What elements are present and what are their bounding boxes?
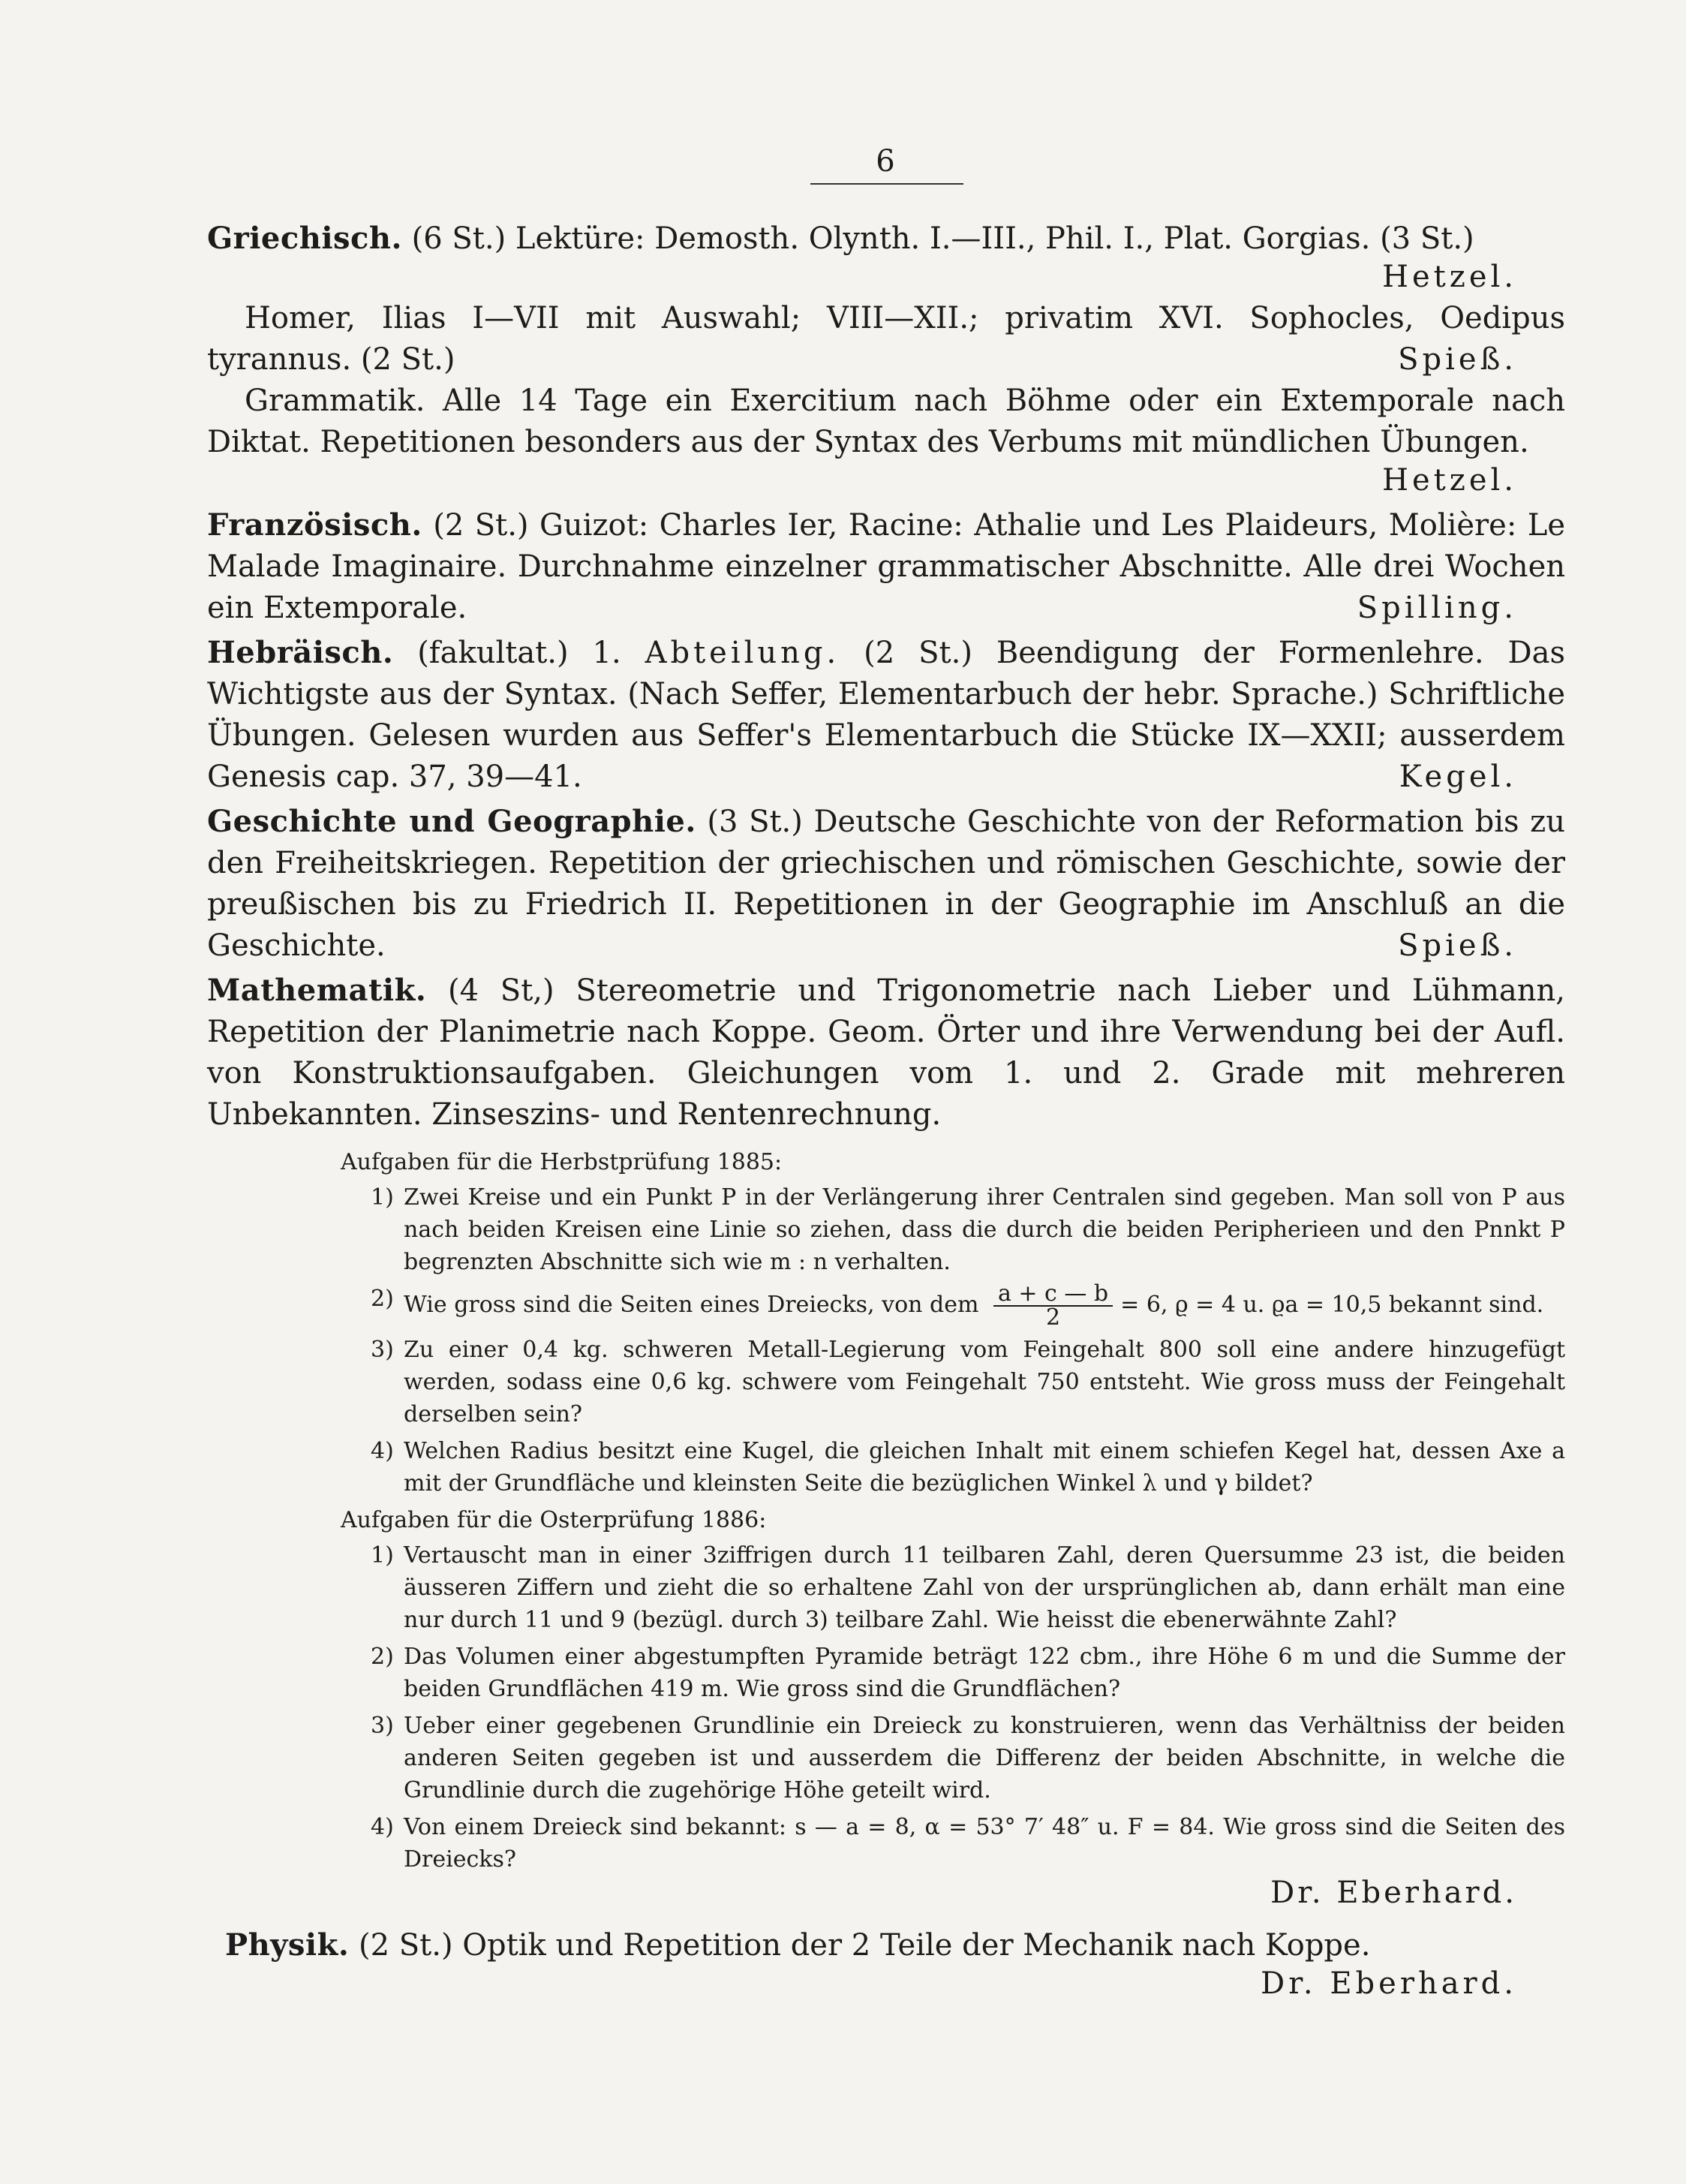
list-item: 4) Welchen Radius besitzt eine Kugel, die gleichen Inhalt mit einem schiefen Kegel hat, dessen Axe a mit der Grundfläche und kleinsten Seite die bezüglichen Winkel λ und γ bildet?: [371, 1438, 1565, 1497]
subject-heading: Mathematik.: [207, 973, 427, 1008]
list-item: 3) Ueber einer gegebenen Grundlinie ein Dreieck zu konstruieren, wenn das Verhältniss der beiden anderen Seiten gegeben ist und ausserdem die Differenz der beiden Abschnitte, in welche die Grundlinie durch die zugehörige Höhe geteilt wird.: [371, 1713, 1565, 1803]
list-item: 4) Von einem Dreieck sind bekannt: s — a = 8, α = 53° 7′ 48″ u. F = 84. Wie gross sind die Seiten des Dreiecks?: [371, 1814, 1565, 1873]
section-hebraeisch: [207, 632, 1565, 798]
section-text: (2 St.) Optik und Repetition der 2 Teile der Mechanik nach Koppe.: [358, 1928, 1371, 1963]
section-text: (fakultat.) 1.: [417, 636, 621, 670]
section-mathematik: [207, 970, 1565, 1914]
herbst-task-list: [207, 1181, 1565, 1500]
section-physik: [207, 1924, 1565, 2005]
list-item: 2) Wie gross sind die Seiten eines Dreiecks, von dem $\frac{a + c — b}{2}$ = 6, ϱ = 4 u. ϱa = 10,5 bekannt sind.: [371, 1280, 1544, 1331]
teacher-name: Kegel.: [1399, 760, 1517, 794]
teacher-name: Spieß.: [1398, 928, 1517, 963]
subject-heading: Hebräisch.: [207, 635, 394, 670]
section-text: (2 St.) Guizot: Charles Ier, Racine: Athalie und Les Plaideurs, Molière: Le Malade Imaginaire. Durchnahme einzelner grammatischer Abschnitte. Alle drei Wochen ein Extemporale.: [207, 508, 1565, 625]
subject-heading: Griechisch.: [207, 221, 402, 256]
list-item: 1) Zwei Kreise und ein Punkt P in der Verlängerung ihrer Centralen sind gegeben. Man soll von P aus nach beiden Kreisen eine Linie so ziehen, dass die durch die beiden Peripherieen und den Pnnkt P begrenzten Abschnitte sich wie m : n verhalten.: [371, 1184, 1565, 1275]
section-text: (6 St.) Lektüre: Demosth. Olynth. I.—III., Phil. I., Plat. Gorgias. (3 St.): [411, 221, 1474, 256]
section-geschichte: [207, 801, 1565, 967]
page-number: 6: [876, 144, 895, 179]
tasks-heading: Aufgaben für die Herbstprüfung 1885:: [341, 1149, 783, 1175]
subject-heading: Geschichte und Geographie.: [207, 804, 696, 839]
list-item: 1) Vertauscht man in einer 3ziffrigen durch 11 teilbaren Zahl, deren Quersumme 23 ist, die beiden äusseren Ziffern und zieht die so erhaltene Zahl von der ursprünglichen ab, dann erhält man eine nur durch 11 und 9 (bezügl. durch 3) teilbare Zahl. Wie heisst die ebenerwähnte Zahl?: [371, 1542, 1565, 1633]
page-content: [207, 218, 1565, 2008]
tasks-heading: Aufgaben für die Osterprüfung 1886:: [341, 1507, 767, 1533]
teacher-name: Dr. Eberhard.: [1270, 1876, 1517, 1910]
section-text: Homer, Ilias I—VII mit Auswahl; VIII—XII.; privatim XVI. Sophocles, Oedipus tyrannus. (2 St.): [207, 301, 1565, 377]
teacher-name: Dr. Eberhard.: [1261, 1966, 1517, 2001]
exam-tasks: [207, 1146, 1565, 1876]
section-text: (2 St.) Beendigung der Formenlehre. Das Wichtigste aus der Syntax. (Nach Seffer, Elementarbuch der hebr. Sprache.) Schriftliche Übungen. Gelesen wurden aus Seffer's Elementarbuch die Stücke IX—XXII; ausserdem Genesis cap. 37, 39—41.: [207, 636, 1565, 794]
subsection-label: Abteilung.: [645, 636, 840, 670]
teacher-name: Hetzel.: [1382, 260, 1517, 294]
section-franzoesisch: [207, 504, 1565, 629]
teacher-name: Hetzel.: [1382, 463, 1517, 498]
list-item: 3) Zu einer 0,4 kg. schweren Metall-Legierung vom Feingehalt 800 soll eine andere hinzugefügt werden, sodass eine 0,6 kg. schwere vom Feingehalt 750 entsteht. Wie gross muss der Feingehalt derselben sein?: [371, 1337, 1565, 1427]
section-text: (4 St,) Stereometrie und Trigonometrie nach Lieber und Lühmann, Repetition der Planimetrie nach Koppe. Geom. Örter und ihre Verwendung bei der Aufl. von Konstruktionsaufgaben. Gleichungen vom 1. und 2. Grade mit mehreren Unbekannten. Zinseszins- und Rentenrechnung.: [207, 973, 1565, 1132]
section-text: (3 St.) Deutsche Geschichte von der Reformation bis zu den Freiheitskriegen. Repetition der griechischen und römischen Geschichte, sowie der preußischen bis zu Friedrich II. Repetitionen in der Geographie im Anschluß an die Geschichte.: [207, 805, 1566, 963]
page-number-rule: [810, 183, 963, 185]
section-text: Grammatik. Alle 14 Tage ein Exercitium nach Böhme oder ein Extemporale nach Diktat. Repetitionen besonders aus der Syntax des Verbums mit mündlichen Übungen.: [207, 384, 1565, 459]
list-item: 2) Das Volumen einer abgestumpften Pyramide beträgt 122 cbm., ihre Höhe 6 m und die Summe der beiden Grundflächen 419 m. Wie gross sind die Grundflächen?: [371, 1644, 1565, 1702]
fraction: $\frac{a + c — b}{2}$: [993, 1283, 1113, 1329]
section-griechisch: [207, 218, 1565, 501]
oster-task-list: [207, 1539, 1565, 1876]
subject-heading: Physik.: [225, 1927, 350, 1963]
teacher-name: Spieß.: [1398, 342, 1517, 377]
subject-heading: Französisch.: [207, 507, 422, 543]
teacher-name: Spilling.: [1357, 591, 1517, 625]
